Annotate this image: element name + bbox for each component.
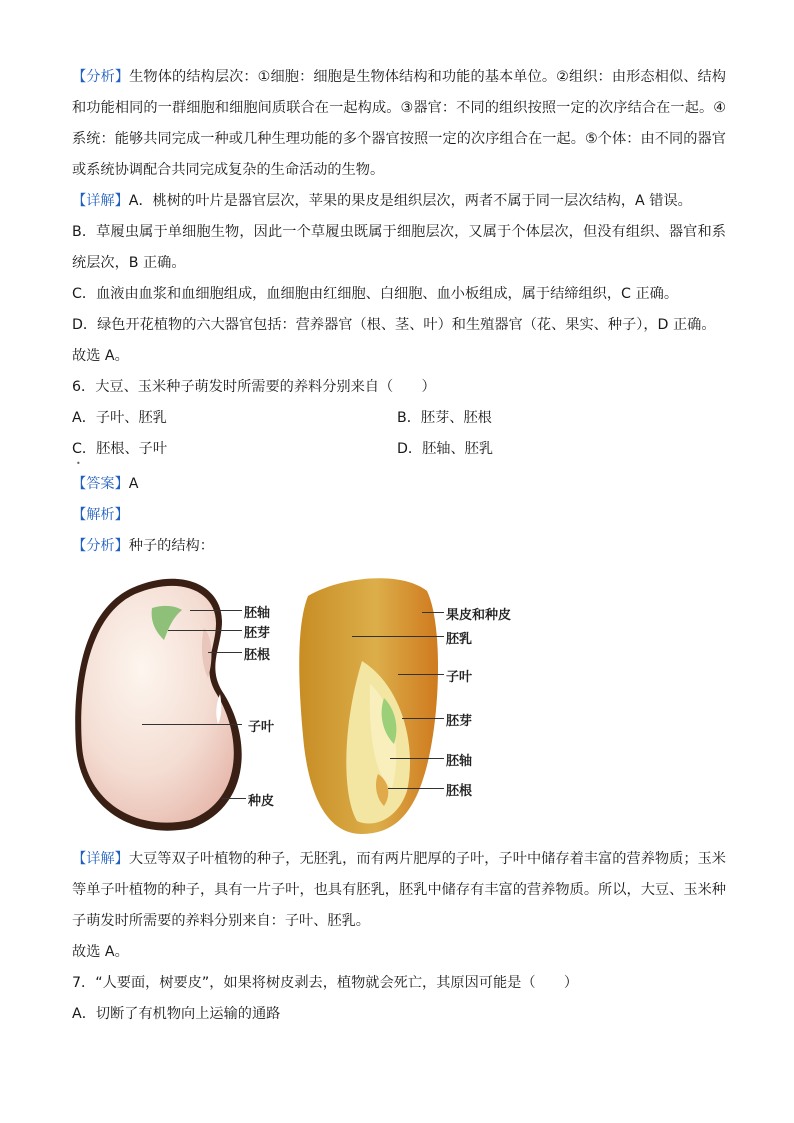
question-7-option-a: A．切断了有机物向上运输的通路 [72, 1006, 281, 1022]
q6-detail-paragraph: 【详解】大豆等双子叶植物的种子，无胚乳，而有两片肥厚的子叶，子叶中储存着丰富的营养物质；玉米等单子叶植物的种子，具有一片子叶，也具有胚乳，胚乳中储存有丰富的营养物质。所以，大豆、玉米种子萌发时所需要的养料分别来自：子叶、胚乳。 [72, 851, 726, 929]
option-c: C．胚根、子叶 [72, 441, 168, 457]
answer-value: A [128, 476, 139, 492]
q6-analysis-line: 【分析】种子的结构： [72, 538, 214, 554]
label-bean-cotyledon: 子叶 [248, 720, 275, 735]
q6-detail-tag: 【详解】 [72, 851, 129, 867]
stray-dot: • [76, 459, 81, 468]
answer-line [72, 469, 726, 500]
analysis-tag: 【分析】 [72, 69, 130, 85]
detail-line-d: D．绿色开花植物的六大器官包括：营养器官（根、茎、叶）和生殖器官（花、果实、种子），D 正确。 [72, 317, 716, 333]
question-6-options-row-2 [72, 434, 726, 465]
seed-structure-figure [72, 566, 726, 838]
detail-conclusion: 故选 A。 [72, 348, 129, 364]
analysis-text: 生物体的结构层次：①细胞：细胞是生物体结构和功能的基本单位。②组织：由形态相似、结构和功能相同的一群细胞和细胞间质联合在一起构成。③器官：不同的组织按照一定的次序结合在一起。④系统：能够共同完成一种或几种生理功能的多个器官按照一定的次序组合在一起。⑤个体：由不同的器官或系统协调配合共同完成复杂的生命活动的生物。 [72, 69, 726, 178]
label-corn-endosperm: 胚乳 [446, 632, 473, 647]
detail-line-b: B．草履虫属于单细胞生物，因此一个草履虫既属于细胞层次，又属于个体层次，但没有组织、器官和系统层次，B 正确。 [72, 224, 726, 271]
label-bean-plumule: 胚芽 [244, 626, 271, 641]
answer-tag: 【答案】 [72, 476, 129, 492]
detail-line-c: C．血液由血浆和血细胞组成，血细胞由红细胞、白细胞、血小板组成，属于结缔组织，C 正确。 [72, 286, 679, 302]
q6-analysis-tag: 【分析】 [72, 538, 129, 554]
q6-conclusion: 故选 A。 [72, 944, 129, 960]
label-corn-pericarp: 果皮和种皮 [446, 608, 512, 623]
label-corn-hypocotyl: 胚轴 [446, 754, 473, 769]
label-corn-cotyledon: 子叶 [446, 670, 473, 685]
explain-heading: 【解析】 [72, 507, 129, 523]
label-bean-radicle: 胚根 [244, 648, 271, 663]
option-b: B．胚芽、胚根 [397, 410, 492, 426]
analysis-paragraph [72, 62, 726, 186]
question-6-options-row-1 [72, 403, 726, 434]
label-bean-seed-coat: 种皮 [248, 794, 275, 809]
label-bean-hypocotyl: 胚轴 [244, 606, 271, 621]
seed-illustrations [72, 566, 726, 838]
question-6-stem: 6．大豆、玉米种子萌发时所需要的养料分别来自（ ） [72, 379, 436, 395]
option-d: D．胚轴、胚乳 [397, 441, 494, 457]
question-7-stem: 7．“人要面，树要皮”，如果将树皮剥去，植物就会死亡，其原因可能是（ ） [72, 975, 579, 991]
detail-tag: 【详解】 [72, 193, 129, 209]
option-a: A．子叶、胚乳 [72, 410, 167, 426]
detail-line-a: 【详解】A．桃树的叶片是器官层次，苹果的果皮是组织层次，两者不属于同一层次结构，A 错误。 [72, 193, 692, 209]
document-page [72, 62, 726, 1030]
label-corn-plumule: 胚芽 [446, 714, 473, 729]
label-corn-radicle: 胚根 [446, 784, 473, 799]
